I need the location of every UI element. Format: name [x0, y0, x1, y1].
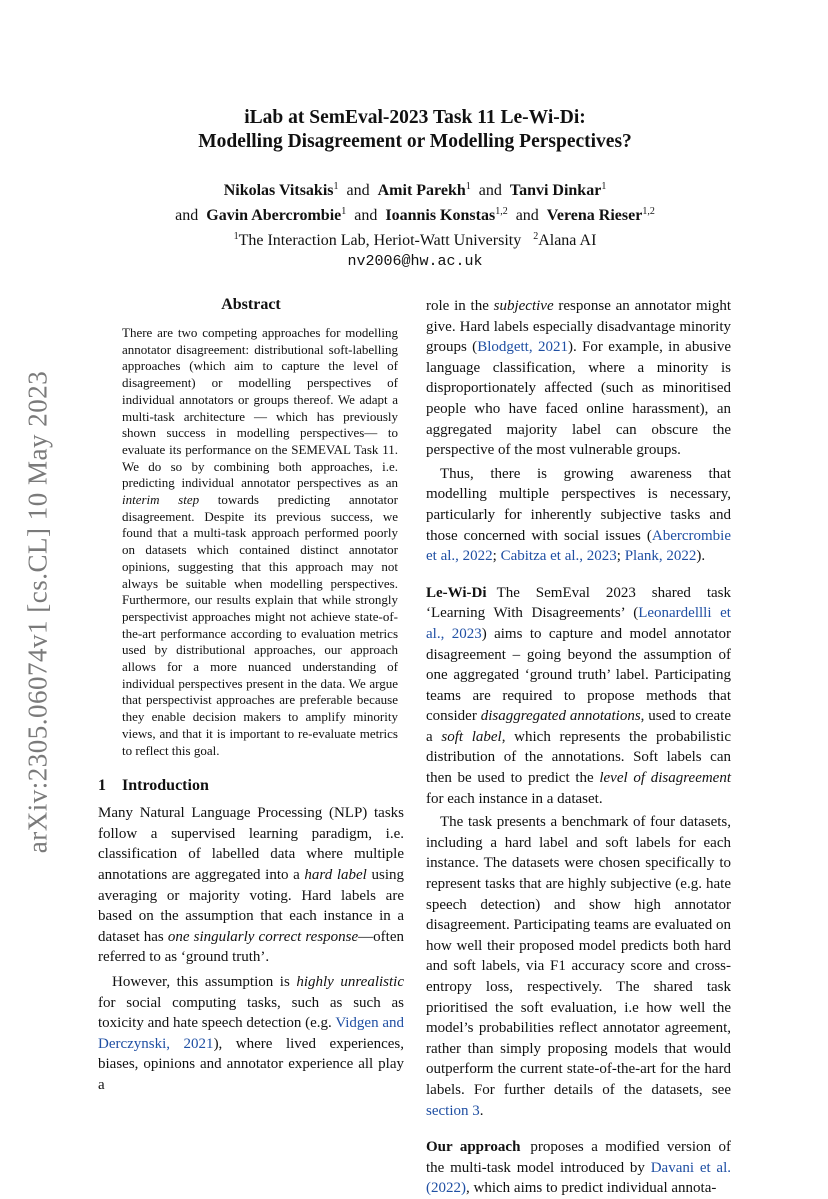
author-name: Verena Rieser [546, 207, 643, 224]
text-run: for each instance in a dataset. [426, 790, 603, 807]
citation-link[interactable]: Blodgett, 2021 [477, 339, 568, 356]
arxiv-id: arXiv:2305.06074v1 [cs.CL] 10 May 2023 [22, 370, 53, 854]
title-line-1: iLab at SemEval-2023 Task 11 Le-Wi-Di: [244, 107, 586, 128]
author-sup: 1 [341, 206, 347, 217]
author-sup: 1 [601, 181, 607, 192]
author-name: Nikolas Vitsakis [223, 182, 334, 199]
section-link[interactable]: section 3 [426, 1102, 480, 1119]
author-email: nv2006@hw.ac.uk [347, 253, 483, 270]
affil-sup: 2 [533, 231, 539, 242]
right-column [426, 296, 731, 1199]
right-paragraph-2 [426, 464, 731, 567]
citation-link[interactable]: Davani et al. (2022) [426, 1159, 732, 1197]
left-column [98, 296, 404, 1096]
text-run: , used to create a [426, 708, 731, 745]
text-run: Thus, there is growing awareness that modelling multiple perspectives is necessary, particularly for inherently subjective tasks and those concerned with social issues ( [426, 465, 731, 544]
paragraph-heading-approach: Our approach [426, 1139, 521, 1156]
affiliation-line [100, 226, 730, 251]
and-word: and [478, 182, 502, 199]
intro-paragraph-1 [98, 803, 404, 968]
section-number: 1 [98, 777, 106, 795]
right-paragraph-1 [426, 296, 731, 461]
emphasis: interim step [122, 492, 200, 508]
text-run: The SemEval 2023 shared task ‘Learning With Disagreements’ ( [426, 584, 731, 622]
citation-link[interactable]: Leonardellli et al., 2023 [426, 605, 731, 642]
text-run: , which aims to predict individual annota- [466, 1180, 717, 1197]
intro-paragraph-2 [98, 972, 404, 1096]
and-word: and [175, 207, 199, 224]
intro-body [98, 803, 404, 1095]
arxiv-sidebar-stamp [18, 357, 58, 867]
lewidi-paragraph [426, 583, 731, 810]
emphasis: one singularly correct response [167, 928, 359, 945]
author-line-2 [100, 201, 730, 226]
affiliation-2: Alana AI [538, 232, 597, 249]
text-run: role in the [426, 298, 494, 314]
text-run: proposes a modified version of the multi-task model introduced by [426, 1139, 732, 1176]
affil-sup: 1 [233, 231, 239, 242]
emphasis: level of disagreement [599, 770, 732, 787]
text-run: using averaging or majority voting. Hard labels are based on the assumption that each instance in a dataset has [98, 867, 404, 945]
section-title: Introduction [122, 777, 209, 795]
emphasis: disaggregated annotations [480, 708, 641, 725]
abstract-heading: Abstract [221, 296, 281, 313]
citation-link[interactable]: Vidgen and Derczynski, 2021 [98, 1015, 405, 1052]
text-run: for social computing tasks, such as such as toxicity and hate speech detection (e.g. [98, 994, 404, 1032]
emphasis: highly unrealistic [296, 974, 404, 991]
text-run: ; [492, 548, 501, 565]
author-block [100, 176, 730, 272]
author-name: Gavin Abercrombie [206, 207, 342, 224]
citation-link[interactable]: Abercrombie et al., 2022 [426, 527, 731, 565]
and-word: and [346, 182, 370, 199]
text-run: ). [696, 548, 706, 565]
text-run: towards predicting annotator disagreement. Despite its previous success, we found that a multi-task approach performed poorly on datasets which contained distinct annotator opinions, suggesting that this approach may not always be suitable when modelling perspectives. Furthermore, our results explain that while strongly perspectivist approaches might not achieve state-of-the-art performance according to evaluation metrics used by distributional approaches, our approach allows for a more nuanced understanding of individual perspectives present in the data. We argue that perspectivist approaches are preferable because they enable decision makers to amplify minority views, and that it is important to re-evaluate metrics to reflect this goal. [122, 492, 398, 758]
text-run: ), where lived experiences, biases, opinions and annotator experience all play a [98, 1035, 404, 1093]
author-sup: 1 [465, 181, 471, 192]
paragraph-heading-lewidi: Le-Wi-Di [426, 584, 487, 601]
title-line-2: Modelling Disagreement or Modelling Perspectives? [198, 131, 632, 152]
approach-paragraph [426, 1137, 731, 1199]
emphasis: subjective [493, 298, 554, 314]
author-name: Tanvi Dinkar [509, 182, 602, 199]
author-sup: 1,2 [495, 206, 508, 217]
emphasis: hard label [304, 867, 367, 884]
section-heading-introduction [98, 777, 404, 795]
abstract-paragraph [122, 325, 398, 759]
and-word: and [515, 207, 539, 224]
and-word: and [354, 207, 378, 224]
text-run: There are two competing approaches for modelling annotator disagreement: distributional soft-labelling approaches (which aim to capture the level of disagreement) or modelling perspectives of individual annotators or groups thereof. We adapt a multi-task architecture — which has previously shown success in modelling perspectives— to evaluate its performance on the SEMEVAL Task 11. We do so by combining both approaches, i.e. predicting individual annotator perspectives as an [122, 325, 398, 491]
author-name: Amit Parekh [377, 182, 466, 199]
author-sup: 1 [333, 181, 339, 192]
paper-title [100, 106, 730, 154]
text-run: Many Natural Language Processing (NLP) tasks follow a supervised learning paradigm, i.e. classification of labelled data where multiple annotations are aggregated into a [98, 805, 404, 884]
abstract-body [122, 325, 398, 759]
text-run: ). For example, in abusive language classification, where a minority is disproportionately affected (such as minoritised people who have faced online harassment), an aggregated majority label can obscure the perspective of the most vulnerable groups. [426, 339, 732, 459]
author-line-1 [100, 176, 730, 201]
text-run: ) aims to capture and model annotator disagreement – going beyond the assumption of one aggregated ‘ground truth’ label. Participating teams are required to propose methods that consider [426, 625, 731, 725]
text-run: response an annotator might give. Hard labels especially disadvantage minority groups ( [426, 298, 731, 356]
emphasis: soft label [441, 728, 502, 745]
author-sup: 1,2 [642, 206, 655, 217]
text-run: The task presents a benchmark of four datasets, including a hard label and soft labels for each instance. The datasets were chosen specifically to represent tasks that are highly subjective (e.g. hate speech detection) and show high annotator disagreement. Participating teams are evaluated on how well their proposed model predicts both hard and soft labels, via F1 accuracy score and cross-entropy loss, respectively. The shared task prioritised the soft evaluation, i.e how well the model’s probabilities reflect annotator agreement, rather than simply proposing models that would outperform the current state-of-the-art for the hard labels. For further details of the datasets, see [426, 814, 731, 1098]
author-name: Ioannis Konstas [385, 207, 496, 224]
text-run: —often referred to as ‘ground truth’. [98, 928, 404, 966]
citation-link[interactable]: Plank, 2022 [624, 548, 697, 565]
affiliation-1: The Interaction Lab, Heriot-Watt University [238, 232, 522, 249]
text-run: , which represents the probabilistic distribution of the annotations. Soft labels can then be used to predict the [426, 728, 731, 787]
text-run: ; [616, 548, 625, 565]
right-paragraph-4 [426, 812, 731, 1121]
citation-link[interactable]: Cabitza et al., 2023 [500, 548, 617, 565]
text-run: . [479, 1102, 484, 1119]
text-run: However, this assumption is [112, 974, 297, 991]
